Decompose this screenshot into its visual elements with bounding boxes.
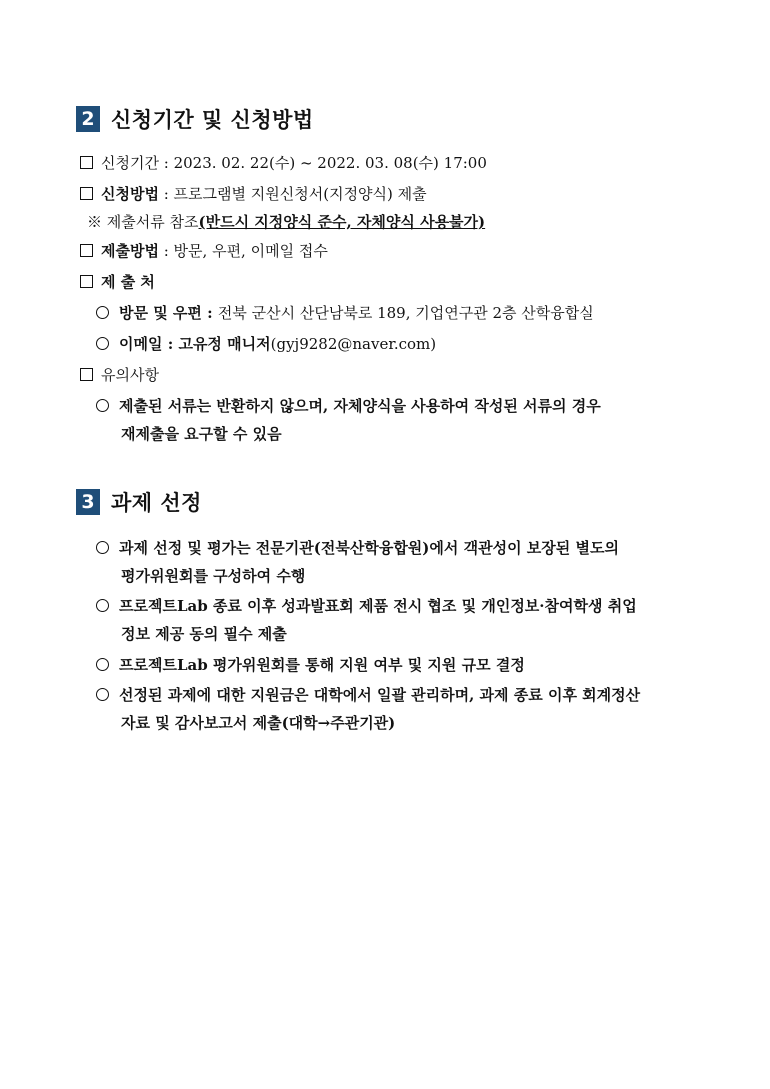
checkbox-square-icon — [80, 156, 93, 169]
section-number-badge: 3 — [76, 489, 100, 515]
section-number-badge: 2 — [76, 106, 100, 132]
circle-bullet-icon — [96, 399, 109, 412]
section-title: 과제 선정 — [111, 491, 202, 515]
selection-item-3: 프로젝트Lab 평가위원회를 통해 지원 여부 및 지원 규모 결정 — [96, 655, 525, 675]
caution-heading: 유의사항 — [80, 365, 159, 385]
circle-bullet-icon — [96, 688, 109, 701]
checkbox-square-icon — [80, 368, 93, 381]
submission-place: 제 출 처 — [80, 272, 155, 292]
checkbox-square-icon — [80, 244, 93, 257]
checkbox-square-icon — [80, 275, 93, 288]
circle-bullet-icon — [96, 658, 109, 671]
selection-item-1: 과제 선정 및 평가는 전문기관(전북산학융합원)에서 객관성이 보장된 별도의 — [96, 538, 619, 558]
visit-mail-address: 방문 및 우편 : 전북 군산시 산단남북로 189, 기업연구관 2층 산학융합실 — [96, 303, 594, 323]
selection-item-2: 프로젝트Lab 종료 이후 성과발표회 제품 전시 협조 및 개인정보·참여학생 취업 — [96, 596, 637, 616]
reference-mark-icon: ※ — [87, 213, 103, 231]
section-2-heading — [76, 104, 314, 134]
circle-bullet-icon — [96, 599, 109, 612]
selection-item-4-continued: 자료 및 감사보고서 제출(대학→주관기관) — [121, 714, 396, 732]
circle-bullet-icon — [96, 337, 109, 350]
circle-bullet-icon — [96, 306, 109, 319]
application-period: 신청기간 : 2023. 02. 22(수) ~ 2022. 03. 08(수) 17:00 — [80, 153, 487, 173]
email-contact: 이메일 : 고유정 매니저(gyj9282@naver.com) — [96, 334, 436, 354]
submission-method: 제출방법 : 방문, 우편, 이메일 접수 — [80, 241, 328, 261]
selection-item-4: 선정된 과제에 대한 지원금은 대학에서 일괄 관리하며, 과제 종료 이후 회계정산 — [96, 685, 640, 705]
selection-item-2-continued: 정보 제공 동의 필수 제출 — [121, 625, 287, 643]
caution-item-continued: 재제출을 요구할 수 있음 — [121, 425, 282, 443]
section-3-heading — [76, 487, 202, 517]
selection-item-1-continued: 평가위원회를 구성하여 수행 — [121, 567, 306, 585]
application-method: 신청방법 : 프로그램별 지원신청서(지정양식) 제출 — [80, 184, 427, 204]
caution-item: 제출된 서류는 반환하지 않으며, 자체양식을 사용하여 작성된 서류의 경우 — [96, 396, 601, 416]
checkbox-square-icon — [80, 187, 93, 200]
submission-note: ※ 제출서류 참조(반드시 지정양식 준수, 자체양식 사용불가) — [87, 213, 486, 231]
circle-bullet-icon — [96, 541, 109, 554]
section-title: 신청기간 및 신청방법 — [111, 108, 314, 132]
